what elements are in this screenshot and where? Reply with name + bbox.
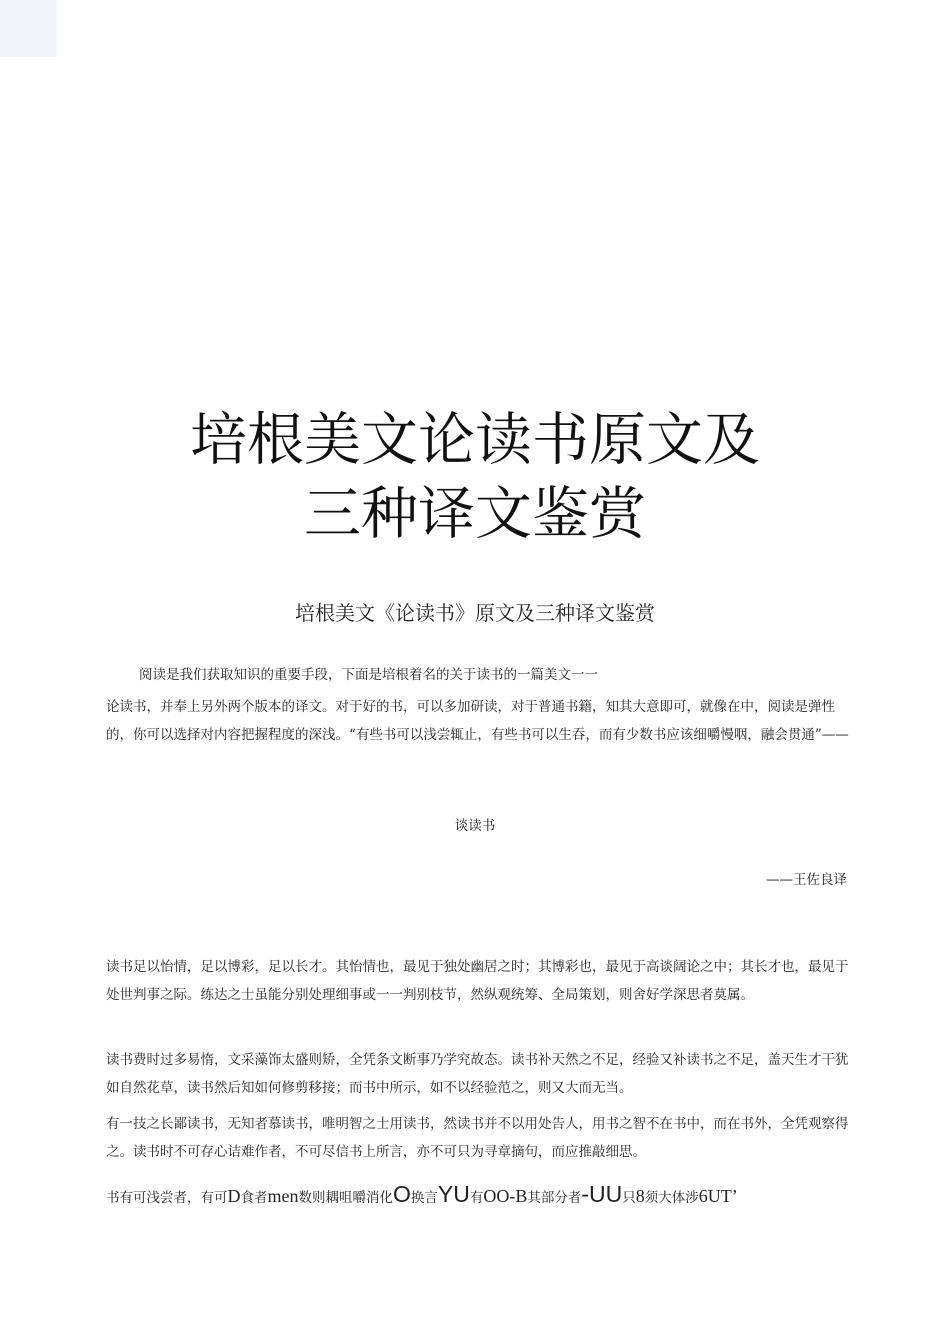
body-paragraph-3: 有一技之长鄙读书，无知者慕读书，唯明智之士用读书，然读书并不以用处告人，用书之智不在书中，而在书外，全凭观察得之。读书时不可存心诘难作者，不可尽信书上所言，亦不可只为寻章摘句，而应推敲细思。	[106, 1116, 849, 1160]
p4-segment: 有	[469, 1190, 484, 1206]
translator-credit: ——王佐良译	[766, 872, 847, 888]
page-title	[0, 403, 950, 551]
p4-segment: 书有可浅尝者，有可	[106, 1190, 228, 1206]
body-paragraph-4	[106, 1180, 850, 1212]
p4-segment: 食者	[240, 1190, 268, 1206]
p4-ocr-fragment: O	[393, 1181, 411, 1207]
p4-segment: 其部分者	[527, 1190, 582, 1206]
body-paragraph-2: 读书费时过多易惰，文采藻饰太盛则矫，全凭条文断事乃学究故态。读书补天然之不足，经验又补读书之不足，盖天生才干犹如自然花草，读书然后知如何修剪移接；而书中所示，如不以经验范之，则又大而无当。	[106, 1052, 849, 1096]
page-title-line-2: 三种译文鉴赏	[304, 481, 646, 547]
p4-ocr-fragment: men	[267, 1186, 299, 1206]
p4-segment: 数则耦咀嚼消化	[298, 1190, 393, 1206]
p4-ocr-fragment: D	[227, 1186, 241, 1206]
document-subtitle: 培根美文《论读书》原文及三种译文鉴赏	[295, 601, 655, 625]
p4-segment: 换言	[410, 1190, 438, 1206]
intro-paragraph: 论读书，并奉上另外两个版本的译文。对于好的书，可以多加研读，对于普通书籍，知其大意即可，就像在中，阅读是弹性的，你可以选择对内容把握程度的深浅。“有些书可以浅尝辄止，有些书可以生吞，而有少数书应该细嚼慢咽，融会贯通”——	[106, 699, 849, 743]
corner-tint	[0, 0, 57, 57]
p4-ocr-fragment: YU	[437, 1181, 470, 1207]
intro-first-line: 阅读是我们获取知识的重要手段，下面是培根着名的关于读书的一篇美文一一	[139, 667, 598, 683]
p4-ocr-fragment: 8	[635, 1186, 645, 1206]
body-paragraph-1: 读书足以怡情，足以博彩，足以长才。其怡情也，最见于独处幽居之时；其博彩也，最见于高谈阔论之中；其长才也，最见于处世判事之际。练达之士虽能分别处理细事或一一判别枝节，然纵观统筹、全局策划，则舍好学深思者莫属。	[106, 959, 849, 1003]
page-title-line-1: 培根美文论读书原文及	[190, 407, 760, 473]
p4-segment: 须大体涉	[644, 1190, 699, 1206]
p4-ocr-fragment: 6UT’	[698, 1186, 738, 1206]
p4-ocr-fragment: -UU	[581, 1181, 623, 1207]
p4-ocr-fragment: OO-B	[483, 1186, 528, 1206]
section-title: 谈读书	[454, 818, 496, 834]
p4-segment: 只	[622, 1190, 636, 1206]
